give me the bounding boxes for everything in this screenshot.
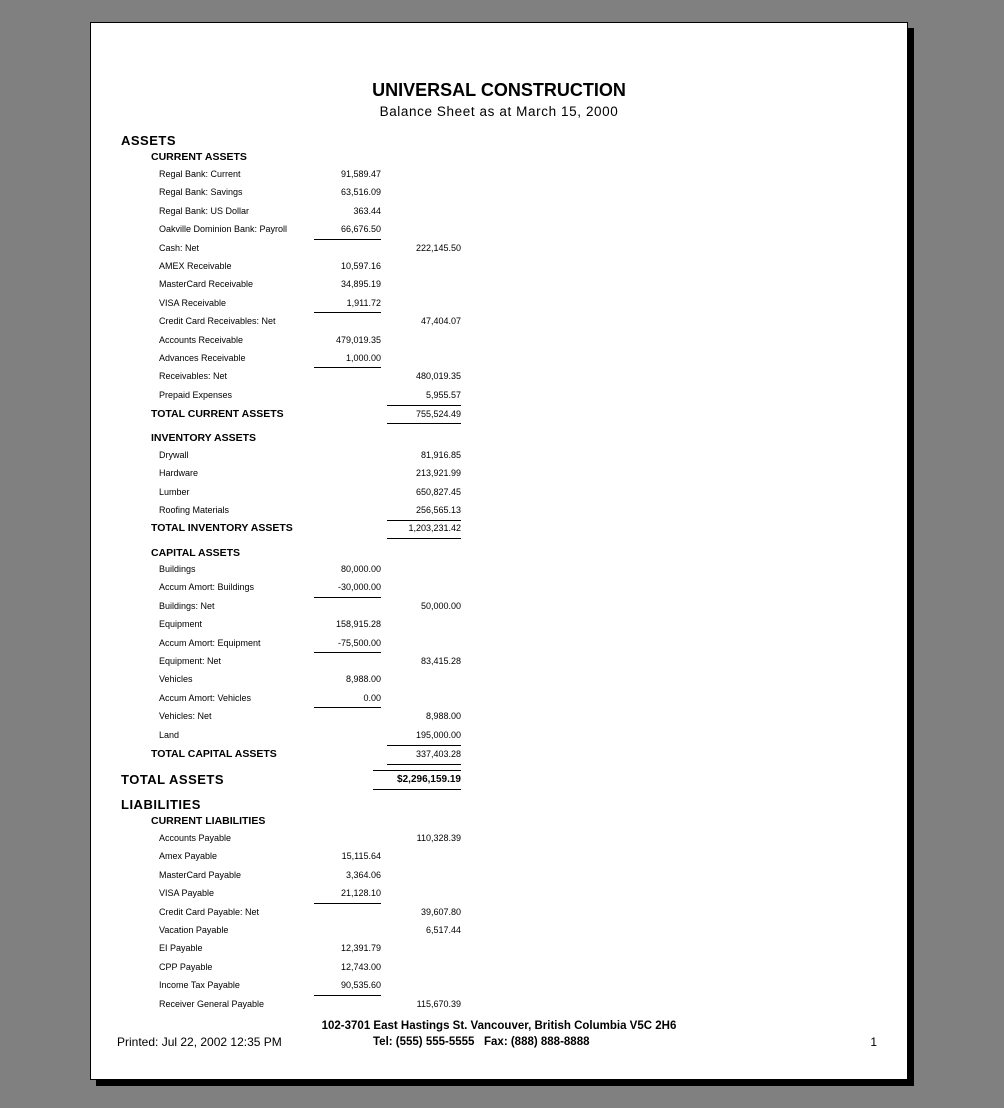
line-item-label: MasterCard Payable	[159, 869, 242, 880]
line-item-label: Credit Card Receivables: Net	[159, 316, 276, 327]
line-item-label: Regal Bank: Current	[159, 169, 241, 179]
footer-printed-date: Printed: Jul 22, 2002 12:35 PM	[117, 1035, 282, 1049]
line-item-amount: 12,743.00	[340, 961, 381, 972]
line-item-net: 5,955.57	[425, 389, 461, 400]
subtotal-rule	[314, 652, 381, 653]
total-underline	[387, 764, 461, 765]
total-assets-amount: $2,296,159.19	[397, 774, 461, 785]
total-capital-assets-label: TOTAL CAPITAL ASSETS	[151, 748, 277, 760]
line-item-label: Buildings	[159, 564, 196, 574]
total-rule	[387, 520, 461, 521]
line-item-amount: -30,000.00	[337, 582, 381, 593]
line-item-label: Amex Payable	[159, 851, 218, 862]
line-item-label: Accum Amort: Equipment	[159, 637, 261, 648]
company-name: UNIVERSAL CONSTRUCTION	[372, 80, 626, 100]
line-item-label: Equipment	[159, 619, 203, 630]
line-item-amount: 158,915.28	[335, 619, 381, 630]
line-item-amount: 15,115.64	[341, 851, 381, 862]
total-underline	[387, 538, 461, 539]
line-item-label: Lumber	[159, 486, 190, 497]
line-item-label: Accounts Payable	[159, 833, 232, 843]
line-item-net: 47,404.07	[420, 316, 461, 327]
subsection-current-liabilities: CURRENT LIABILITIES	[151, 815, 266, 827]
line-item-label: Oakville Dominion Bank: Payroll	[159, 224, 288, 235]
line-item-net: 222,145.50	[415, 242, 461, 253]
line-item-label: Equipment: Net	[159, 656, 222, 666]
line-item-label: VISA Payable	[159, 888, 215, 899]
section-heading-liabilities: LIABILITIES	[121, 797, 201, 812]
line-item-label: Vehicles	[159, 674, 193, 685]
total-current-assets-amount: 755,524.49	[415, 409, 461, 419]
total-underline	[387, 423, 461, 424]
line-item-label: Drywall	[159, 450, 189, 460]
section-heading-assets: ASSETS	[121, 133, 177, 148]
footer-page-number: 1	[870, 1035, 877, 1049]
line-item-label: Receiver General Payable	[159, 998, 265, 1009]
line-item-amount: 479,019.35	[335, 334, 381, 345]
report-subtitle: Balance Sheet as at March 15, 2000	[379, 104, 619, 119]
line-item-amount: -75,500.00	[337, 637, 381, 648]
line-item-net: 256,565.13	[415, 505, 461, 516]
line-item-label: Prepaid Expenses	[159, 389, 233, 400]
line-item-amount: 66,676.50	[340, 224, 381, 235]
total-inventory-assets-amount: 1,203,231.42	[408, 523, 461, 533]
grand-underline	[373, 789, 461, 790]
subtotal-rule	[314, 903, 381, 904]
line-item-amount: 1,000.00	[345, 353, 381, 363]
line-item-label: Accounts Receivable	[159, 334, 244, 345]
line-item-label: Land	[159, 729, 180, 740]
total-rule	[387, 405, 461, 406]
line-item-net: 39,607.80	[420, 906, 461, 917]
line-item-label: Buildings: Net	[159, 600, 215, 611]
report-page	[90, 22, 908, 1080]
line-item-net: 650,827.45	[415, 486, 461, 497]
line-item-amount: 63,516.09	[340, 187, 381, 198]
line-item-label: Accum Amort: Buildings	[159, 582, 255, 593]
line-item-amount: 10,597.16	[340, 261, 381, 271]
line-item-label: CPP Payable	[159, 961, 213, 972]
line-item-amount: 90,535.60	[340, 980, 381, 991]
line-item-label: Accum Amort: Vehicles	[159, 692, 252, 703]
subtotal-rule	[314, 367, 381, 368]
line-item-net: 480,019.35	[415, 371, 461, 382]
line-item-amount: 363.44	[353, 205, 381, 216]
line-item-net: 110,328.39	[416, 833, 461, 843]
line-item-net: 81,916.85	[420, 450, 461, 460]
line-item-amount: 1,911.72	[346, 297, 381, 308]
subtotal-rule	[314, 597, 381, 598]
line-item-net: 213,921.99	[415, 468, 461, 479]
line-item-label: Regal Bank: US Dollar	[159, 205, 250, 216]
line-item-label: VISA Receivable	[159, 297, 227, 308]
line-item-net: 195,000.00	[415, 729, 461, 740]
line-item-label: Regal Bank: Savings	[159, 187, 243, 198]
subsection-inventory-assets: INVENTORY ASSETS	[151, 432, 257, 444]
line-item-amount: 12,391.79	[340, 943, 381, 954]
total-assets-label: TOTAL ASSETS	[121, 772, 225, 787]
line-item-label: Hardware	[159, 468, 199, 479]
line-item-amount: 34,895.19	[340, 279, 381, 290]
line-item-amount: 21,128.10	[340, 888, 381, 899]
line-item-label: Roofing Materials	[159, 505, 230, 516]
line-item-amount: 91,589.47	[340, 169, 381, 179]
line-item-label: Vacation Payable	[159, 925, 229, 935]
line-item-amount: 8,988.00	[345, 674, 381, 685]
subtotal-rule	[314, 995, 381, 996]
footer-phone: Tel: (555) 555-5555 Fax: (888) 888-8888	[373, 1036, 590, 1048]
line-item-label: Credit Card Payable: Net	[159, 906, 260, 917]
line-item-label: Advances Receivable	[159, 353, 246, 363]
footer-address: 102-3701 East Hastings St. Vancouver, British Columbia V5C 2H6	[321, 1020, 677, 1032]
subsection-current-assets: CURRENT ASSETS	[151, 151, 247, 163]
line-item-net: 83,415.28	[420, 656, 461, 666]
line-item-amount: 0.00	[363, 692, 381, 703]
line-item-label: Cash: Net	[159, 242, 200, 253]
line-item-label: MasterCard Receivable	[159, 279, 254, 290]
subsection-capital-assets: CAPITAL ASSETS	[151, 547, 241, 559]
line-item-net: 6,517.44	[425, 925, 461, 935]
line-item-label: Receivables: Net	[159, 371, 228, 382]
line-item-amount: 3,364.06	[345, 869, 381, 880]
line-item-net: 50,000.00	[420, 600, 461, 611]
total-capital-assets-amount: 337,403.28	[415, 749, 461, 759]
subtotal-rule	[314, 239, 381, 240]
total-current-assets-label: TOTAL CURRENT ASSETS	[151, 408, 284, 420]
line-item-label: Income Tax Payable	[159, 980, 240, 991]
total-rule	[387, 745, 461, 746]
line-item-label: AMEX Receivable	[159, 261, 232, 271]
subtotal-rule	[314, 707, 381, 708]
line-item-label: EI Payable	[159, 943, 203, 954]
line-item-amount: 80,000.00	[340, 564, 381, 574]
total-inventory-assets-label: TOTAL INVENTORY ASSETS	[151, 522, 293, 534]
subtotal-rule	[314, 312, 381, 313]
line-item-label: Vehicles: Net	[159, 711, 212, 722]
line-item-net: 8,988.00	[425, 711, 461, 722]
line-item-net: 115,670.39	[416, 998, 461, 1009]
grand-rule	[373, 770, 461, 771]
